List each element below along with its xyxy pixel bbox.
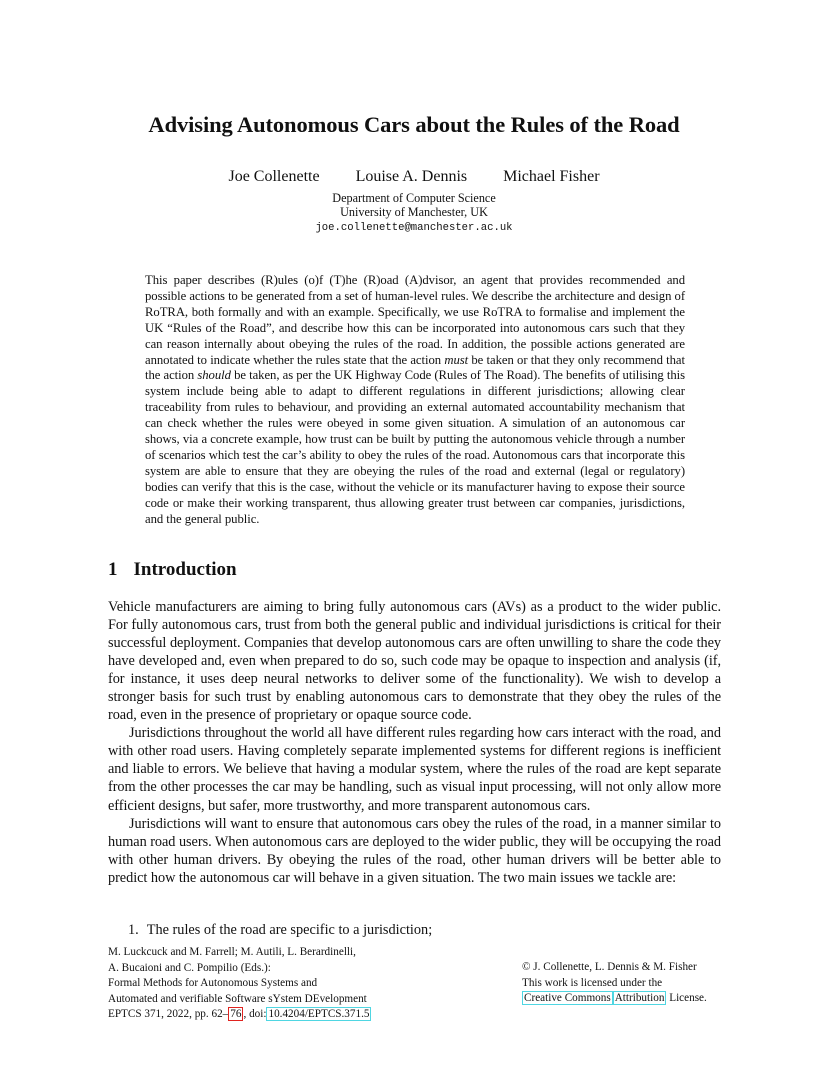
attribution-link[interactable]: Attribution [614, 992, 665, 1005]
publication-line: Formal Methods for Autonomous Systems and [108, 977, 318, 990]
author-name: Joe Collenette [228, 168, 320, 185]
page-end-link[interactable]: 76 [230, 1008, 242, 1021]
author-name: Louise A. Dennis [355, 168, 468, 185]
publication-line: Automated and verifiable Software sYstem DEvelopment [108, 992, 367, 1005]
abstract-text: This paper describes (R)ules (o)f (T)he (R)oad (A)dvisor, an agent that provides recommended and possible actions to be generated from a set of human-level rules. We describe the architecture and design of RoTRA, both formally and with an example. Specifically, we use RoTRA to formalise and implement the UK “Rules of the Road”, and describe how this can be incorporated into autonomous cars such that they can reason internally about obeying the rules of the road. In addition, the possible actions generated are annotated to indicate whether the rules state that the action [145, 273, 685, 367]
publication-line: A. Bucaioni and C. Pompilio (Eds.): [108, 961, 271, 974]
author-list [0, 168, 828, 186]
doi-link[interactable]: 10.4204/EPTCS.371.5 [268, 1008, 370, 1021]
department: Department of Computer Science [332, 191, 496, 205]
body-paragraph: Vehicle manufacturers are aiming to bring fully autonomous cars (AVs) as a product to the wider public. For fully autonomous cars, trust from both the general public and individual jurisdictions is critical for their successful deployment. Companies that develop autonomous cars are often unwilling to share the code they have developed and, even when prepared to do so, such code may be opaque to inspection and analysis (if, for instance, it uses deep neural networks to deliver some of the functionality). We wish to develop a stronger basis for such trust by enabling autonomous cars to demonstrate that they obey the rules of the road, even in the presence of proprietary or opaque source code. [108, 599, 721, 724]
license-links [522, 991, 707, 1007]
abstract-text: be taken, as per the UK Highway Code (Rules of The Road). The benefits of utilising this system include being able to adapt to different regulations in different jurisdictions; allowing clear traceability from rules to behaviour, and providing an external automated accountability mechanism that can check whether the rules were obeyed in some given situation. A simulation of an autonomous car shows, via a concrete example, how trust can be built by putting the autonomous vehicle through a number of scenarios which test the car’s ability to obey the rules of the road. Autonomous cars that incorporate this system are able to ensure that they are obeying the rules of the road and external (legal or regulatory) bodies can verify that this is the case, without the vehicle or its manufacturer having to expose their source code or make their working transparent, thus allowing greater trust between car companies, jurisdictions, and the general public. [145, 368, 685, 526]
body-paragraph: Jurisdictions will want to ensure that autonomous cars obey the rules of the road, in a manner similar to human road users. When autonomous cars are deployed to the wider public, they will be occupying the road with other human drivers. By obeying the rules of the road, other human drivers will be better able to predict how the autonomous car will behave in a given situation. The two main issues we tackle are: [108, 815, 721, 886]
license-suffix: License. [666, 992, 707, 1005]
author-email: joe.collenette@manchester.ac.uk [315, 222, 513, 234]
affiliation [0, 191, 828, 219]
university: University of Manchester, UK [340, 205, 488, 219]
abstract-text: be taken or that they only recommend that the action [145, 352, 685, 383]
creative-commons-link[interactable]: Creative Commons [524, 992, 611, 1005]
paper-title: Advising Autonomous Cars about the Rules of the Road [148, 112, 680, 137]
license-line: This work is licensed under the [522, 976, 663, 989]
section-body [108, 598, 721, 887]
list-item-text: The rules of the road are specific to a jurisdiction; [146, 922, 433, 938]
eptcs-line [108, 1007, 371, 1023]
section-number: 1 [108, 559, 118, 580]
author-name: Michael Fisher [503, 168, 600, 185]
abstract-emphasis: must [444, 352, 469, 367]
section-title: Introduction [133, 559, 237, 580]
publication-info [108, 945, 371, 1023]
list-marker: 1. [128, 922, 139, 938]
abstract [145, 273, 685, 528]
license-info [522, 960, 707, 1007]
eptcs-prefix: EPTCS 371, 2022, pp. 62– [108, 1008, 229, 1021]
list-item [128, 922, 432, 939]
section-heading [108, 559, 237, 581]
copyright-line: © J. Collenette, L. Dennis & M. Fisher [522, 961, 697, 973]
body-paragraph: Jurisdictions throughout the world all have different rules regarding how cars interact with the road, and with other road users. Having completely separate implemented systems for different regions is inefficient and liable to errors. We believe that having a modular system, where the rules of the road are kept separate from the other processes the car may be handling, such as visual input processing, will not only allow more efficient designs, but safer, more trustworthy, and more transparent autonomous cars. [108, 725, 721, 814]
publication-line: M. Luckcuck and M. Farrell; M. Autili, L. Berardinelli, [108, 946, 356, 958]
doi-prefix: , doi: [243, 1008, 267, 1021]
abstract-emphasis: should [197, 368, 231, 383]
